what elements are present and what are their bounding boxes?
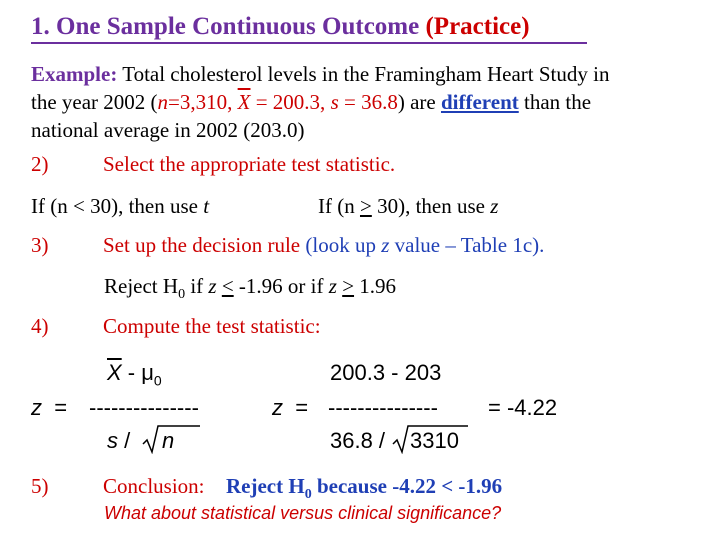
example-line-2	[31, 88, 591, 116]
step-3	[31, 233, 544, 258]
example-different: different	[440, 90, 519, 114]
example-line-1	[31, 60, 609, 88]
step-5	[31, 474, 205, 499]
formula-denominator-n: n	[162, 428, 175, 453]
slide-title	[31, 13, 530, 41]
calc-denominator-b: 3310	[410, 428, 459, 453]
calc-dashes: ---------------	[328, 395, 438, 420]
step-4	[31, 314, 321, 339]
example-text-1: Total cholesterol levels in the Framingham Heart Study in	[122, 62, 610, 86]
title-underline	[31, 42, 587, 44]
calc-denominator-a: 36.8 /	[330, 428, 386, 453]
step-3-text: Set up the decision rule	[103, 233, 301, 257]
step-4-text: Compute the test statistic:	[103, 314, 321, 338]
formula-denominator: s /	[107, 428, 131, 453]
calc-z-label: z =	[272, 395, 309, 420]
calc-result: = -4.22	[488, 395, 558, 420]
step-3-number: 3)	[31, 233, 49, 257]
step-5-result: Reject $H_0$ because -4.22 < -1.96	[226, 474, 503, 503]
step-5-label: Conclusion:	[103, 474, 205, 498]
title-main: 1. One Sample Continuous Outcome	[31, 13, 420, 40]
formula-dashes: ---------------	[89, 395, 199, 420]
step-2-number: 2)	[31, 152, 49, 176]
example-stats: n=3,310, $\overline{X} = 200.3$, s = 36.8	[157, 90, 398, 114]
calc-numerator: 200.3 - 203	[330, 360, 442, 385]
example-text-2a: the year 2002 (	[31, 90, 158, 114]
step-3-note: (look up z value – Table 1c).	[300, 233, 545, 257]
step-5-question: What about statistical versus clinical significance?	[104, 503, 502, 523]
step-2-text: Select the appropriate test statistic.	[103, 152, 396, 176]
reject-rule: Reject $H_0$ if z < -1.96 or if z > 1.96	[104, 274, 397, 303]
step-2	[31, 152, 395, 177]
example-text-2c: ) are	[397, 90, 441, 114]
step-4-number: 4)	[31, 314, 49, 338]
example-line-3: national average in 2002 (203.0)	[31, 118, 305, 142]
step-5-number: 5)	[31, 474, 49, 498]
title-practice: (Practice)	[425, 13, 530, 40]
formula-z-label: z =	[31, 395, 68, 420]
example-text-2e: than the	[518, 90, 592, 114]
rule-small-sample: If (n < 30), then use t	[31, 194, 210, 218]
formula-numerator: $\overline{X} - \mu_0$	[107, 360, 162, 389]
rule-large-sample: If (n > 30), then use z	[318, 194, 499, 218]
example-label: Example:	[31, 62, 118, 86]
